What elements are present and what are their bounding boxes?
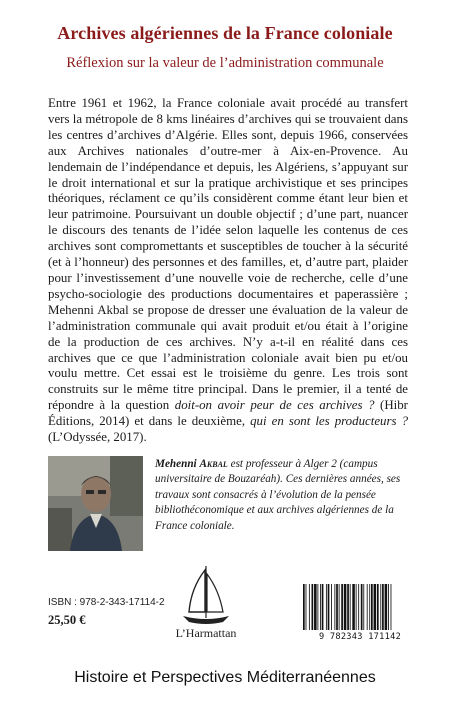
book-subtitle: Réflexion sur la valeur de l’administration communale — [66, 55, 384, 71]
author-photo — [48, 456, 143, 551]
isbn-text: ISBN : 978-2-343-17114-2 — [48, 597, 165, 608]
author-section — [48, 456, 408, 556]
barcode-digits: 9 782343 171142 — [318, 632, 402, 642]
barcode-bars — [297, 584, 423, 632]
sailboat-icon — [161, 562, 251, 628]
author-bio-text: est professeur à Alger 2 (campus universitaire de Bouzaréah). Ces dernières années, ses travaux sont consacrés à l’évolution de la pensée bibliothéconomique et aux archives algériennes de la France coloniale. — [155, 458, 401, 532]
publisher-name: L’Harmattan — [175, 626, 237, 640]
author-first-name: Mehenni — [155, 458, 200, 470]
author-last-name: Akbal — [199, 458, 228, 470]
collection-name: Histoire et Perspectives Méditerranéennes — [0, 652, 450, 704]
price-text: 25,50 € — [48, 613, 86, 627]
book-description — [48, 96, 408, 446]
description-text-3: (L’Odyssée, 2017). — [48, 430, 147, 445]
description-italic-question: doit-on avoir peur de ces archives ? — [174, 398, 375, 413]
publisher-logo — [161, 562, 251, 650]
author-portrait-image — [48, 456, 143, 551]
book-title: Archives algériennes de la France coloniale — [57, 23, 393, 43]
description-text-2: (Hibr Éditions, 2014) et dans le deuxième, — [48, 398, 408, 429]
barcode — [297, 584, 423, 646]
author-bio — [155, 457, 410, 534]
description-text: Entre 1961 et 1962, la France coloniale avait procédé au transfert vers la métropole de 8 kms linéaires d’archives qui se trouvaient dans les centres d’archives d’Algérie. Elles sont, depuis 1966, conservées aux Archives nationales d’outre-mer à Aix-en-Provence. Au lendemain de l’indépendance et depuis, les Algériens, s’appuyant sur le droit international et sur la pratique archivistique et ses principes théoriques, réclament ce qu’ils considèrent comme étant leur bien et leur patrimoine. Poursuivant un double objectif ; d’une part, nuancer le discours des tenants de l’idée selon laquelle les contenus de ces archives sont compromettants et susceptibles de toucher à la sécurité (et à l’honneur) des personnes et des familles, et, d’autre part, plaider pour l’investissement d’une nouvelle voie de recherche, celle d’une psycho-sociologie des productions documentaires et paperassière ; Mehenni Akbal se propose de dresser une évaluation de la valeur de l’administration communale qui avait produit et/ou était à l’origine de la production de ces archives. N’y a-t-il en réalité dans ces archives que ce que l’administration coloniale avait bien pu et/ou voulu mettre. Cet essai est le troisième du genre. Les trois sont construits sur le même titre principal. Dans le premier, il a tenté de répondre à la question — [48, 96, 408, 413]
description-italic-question-2: qui en sont les producteurs ? — [250, 414, 409, 429]
